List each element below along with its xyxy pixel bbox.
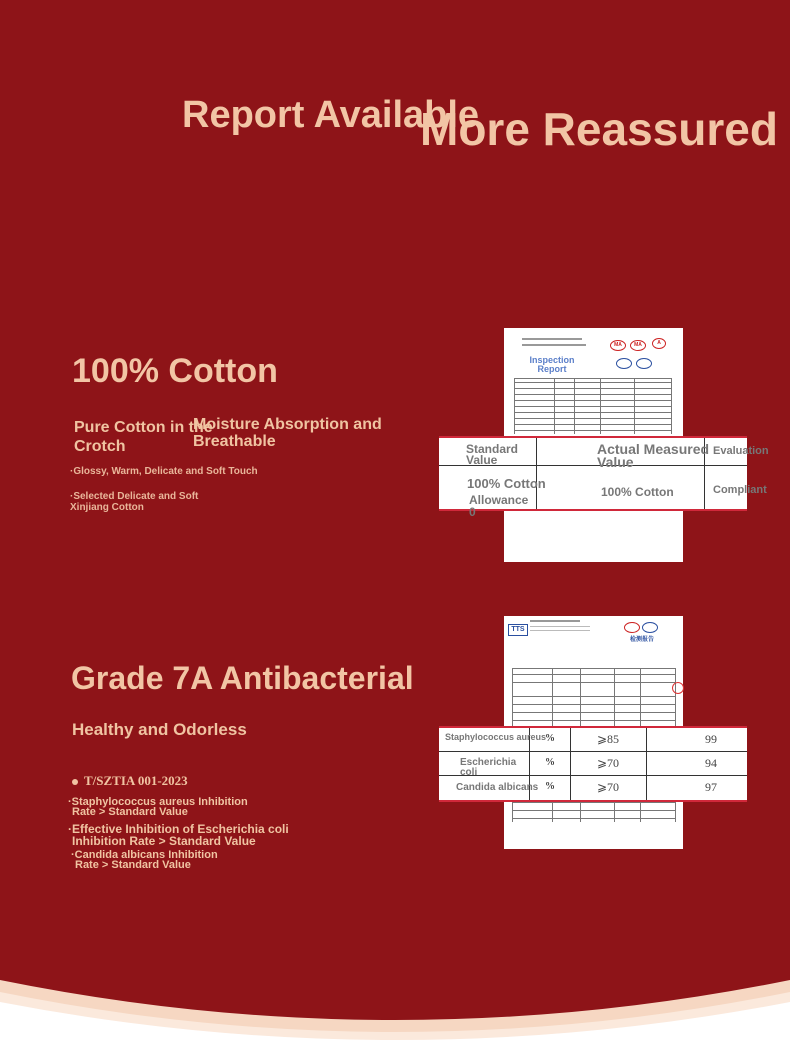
- cnas-logo-icon: [636, 358, 652, 369]
- tts-logo-icon: TTS: [508, 624, 528, 636]
- col-header-measured: Actual Measured Value: [597, 441, 710, 470]
- table-row-staph-unit: %: [545, 733, 555, 744]
- standard-value: 100% Cotton: [467, 476, 546, 491]
- table-row-staph-name: Staphylococcus aureus: [445, 732, 547, 742]
- bullet-staph-line2: Rate > Standard Value: [72, 806, 188, 818]
- red-seal-icon: [672, 682, 684, 694]
- evaluation-value: Compliant: [713, 484, 767, 496]
- cma-badge-icon: MA: [610, 340, 626, 351]
- headline-part1: Report Available: [182, 94, 480, 136]
- cotton-feature-crotch: Pure Cotton in the Crotch: [74, 419, 213, 455]
- measured-value: 100% Cotton: [601, 485, 674, 499]
- bullet-staph-line1: ·Staphylococcus aureus Inhibition: [68, 796, 248, 808]
- table-row-ecoli-name: Escherichia coli: [460, 757, 517, 778]
- cal-badge-icon: A: [652, 338, 666, 349]
- antibacterial-subtitle: Healthy and Odorless: [72, 720, 247, 739]
- bullet-ecoli-line2: Inhibition Rate > Standard Value: [72, 834, 256, 848]
- table-row-candida-standard: ⩾70: [597, 780, 620, 794]
- ilac-logo-icon: [616, 358, 632, 369]
- bullet-ecoli-line1: ·Effective Inhibition of Escherichia coli: [68, 822, 289, 836]
- bullet-dot-icon: [72, 779, 78, 785]
- test-report-title: 检测报告: [629, 637, 654, 643]
- table-row-staph-standard: ⩾85: [597, 732, 620, 746]
- table-row-staph-value: 99: [705, 732, 717, 746]
- antibacterial-result-table: [439, 726, 747, 802]
- bottom-arc-decoration: [0, 960, 790, 1062]
- table-row-candida-value: 97: [705, 780, 717, 794]
- table-row-ecoli-standard: ⩾70: [597, 756, 620, 770]
- cnas-logo-icon: [642, 622, 658, 633]
- table-row-candida-name: Candida albicans: [456, 782, 539, 793]
- antibacterial-title: Grade 7A Antibacterial: [71, 660, 414, 696]
- cotton-title: 100% Cotton: [72, 352, 278, 390]
- col-header-evaluation: Evaluation: [713, 445, 769, 457]
- inspection-report-title: Inspection Report: [529, 355, 575, 374]
- cma-badge-icon: MA: [630, 340, 646, 351]
- table-row-candida-unit: %: [545, 781, 555, 792]
- standard-code: T/SZTIA 001-2023: [84, 773, 188, 788]
- table-row-ecoli-value: 94: [705, 756, 717, 770]
- col-header-standard: Standard Value: [466, 442, 519, 467]
- allowance-value: Allowance 0: [469, 493, 529, 519]
- cotton-feature-breathable: Moisture Absorption and Breathable: [193, 416, 382, 450]
- cotton-result-table: [439, 436, 769, 519]
- cma-badge-icon: [624, 622, 640, 633]
- table-row-ecoli-unit: %: [545, 757, 555, 768]
- cotton-bullet-touch: ·Glossy, Warm, Delicate and Soft Touch: [70, 466, 258, 477]
- headline-part2: More Reassured: [420, 103, 778, 155]
- antibacterial-standard: [72, 773, 188, 789]
- bullet-candida-line1: ·Candida albicans Inhibition: [71, 849, 218, 861]
- cotton-bullet-xinjiang: ·Selected Delicate and Soft Xinjiang Cotton: [70, 491, 199, 513]
- bullet-candida-line2: Rate > Standard Value: [75, 859, 191, 871]
